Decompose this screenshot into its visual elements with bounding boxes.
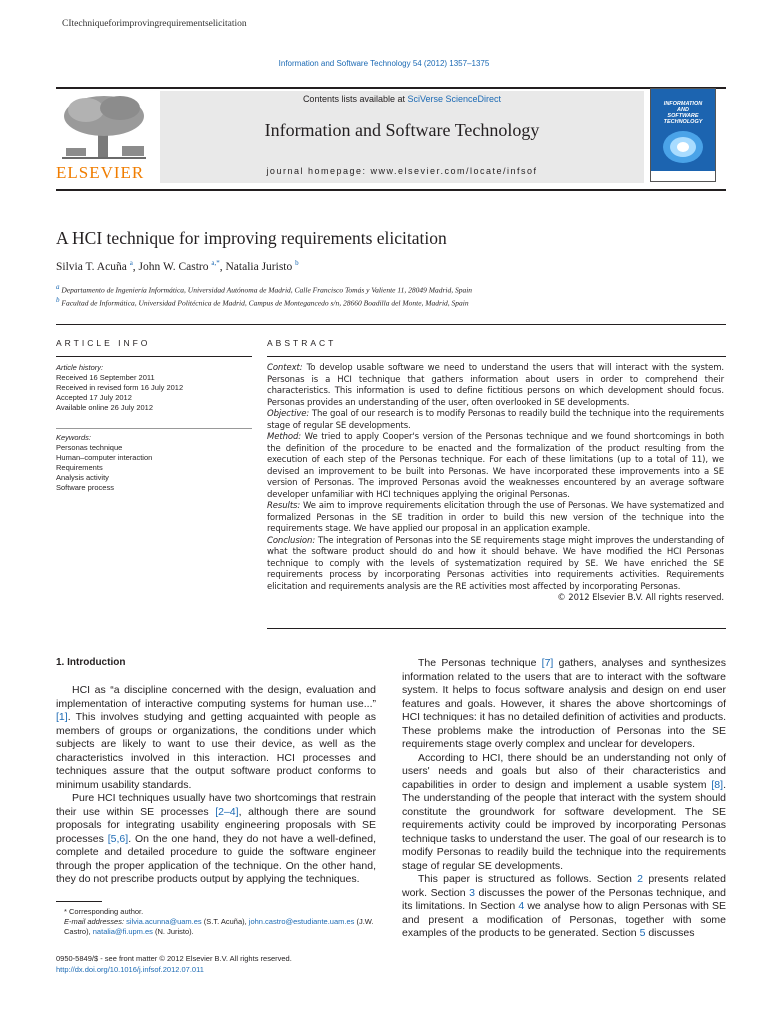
email-link[interactable]: silvia.acunna@uam.es: [126, 917, 202, 926]
body-column-right: [402, 657, 726, 941]
keyword-item: Analysis activity: [56, 473, 109, 482]
abstract-text: To develop usable software we need to understand the users that will interact with the system. Personas is a HCI technique that gathers information about users in order to comprehend their characteristics. This information is used to define fictitious persons on which development should focus. Personas provides an understanding of the user, often overlooked in SE developments.: [267, 363, 724, 408]
keyword-item: Human–computer interaction: [56, 453, 153, 462]
doi-link[interactable]: http://dx.doi.org/10.1016/j.infsof.2012.07.011: [56, 965, 204, 974]
elsevier-tree-logo: [58, 92, 150, 160]
abstract-text: We tried to apply Cooper's version of the Personas technique and we found shortcomings in both the definition of the procedure to be enacted and the formalization of the product resulting from the execution of each step of the Personas technique. For each of these limitations (up to a total of 11), we devised an improvement to be built into Personas. We have incorporated these improvements into a SE version of Personas. The improved Personas avoid the weaknesses encountered by an average software developer unfamiliar with HCI techniques applying the original Personas.: [267, 432, 724, 500]
body-column-left: [56, 684, 376, 887]
text-run: . The understanding of the people that interact with the system should constitute the groundwork for software development. The SE requirements activity could be improved by incorporating Personas technique tasks to understand the user. The goal of our research is to modify Personas to readily build the technique into the requirements stage of regular SE developments.: [402, 778, 726, 872]
footnote: [56, 907, 386, 937]
text-run: The Personas technique: [418, 657, 542, 669]
cover-title: [651, 101, 715, 125]
text-run: This paper is structured as follows. Section: [418, 873, 638, 885]
keyword-item: Software process: [56, 483, 114, 492]
front-matter: 0950-5849/$ - see front matter © 2012 Elsevier B.V. All rights reserved.: [56, 954, 292, 963]
abstract-conclusion: [267, 536, 724, 594]
history-item: Available online 26 July 2012: [56, 403, 154, 412]
abstract-heading: ABSTRACT: [267, 338, 337, 348]
keywords-block: [56, 433, 252, 493]
article-info-rule: [56, 356, 252, 357]
author-name: John W. Castro: [138, 260, 209, 273]
article-history: [56, 363, 252, 413]
abstract-label: Results:: [267, 501, 301, 511]
header-bottom-rule: [56, 189, 726, 191]
section-link[interactable]: 3: [469, 886, 475, 899]
abstract-context: [267, 363, 724, 409]
citation-link[interactable]: [8]: [711, 778, 724, 791]
email-label: E-mail addresses:: [64, 917, 127, 926]
affiliation-marker: b: [56, 296, 60, 304]
author-affiliation-marker[interactable]: b: [295, 259, 299, 267]
body-paragraph: [402, 873, 726, 941]
title-block-rule: [56, 324, 726, 325]
text-run: Pure HCI techniques usually have two shortcomings that restrain their use within SE processes: [56, 792, 376, 818]
text-run: According to HCI, there should be an understanding not only of users' needs and goals but also of their characteristics and capabilities in order to design and implement a usable system: [402, 751, 726, 791]
sciverse-link[interactable]: SciVerse ScienceDirect: [407, 94, 502, 104]
citation-link[interactable]: [2–4]: [215, 805, 239, 818]
email-link[interactable]: john.castro@estudiante.uam.es: [248, 917, 355, 926]
affiliation-b: [56, 296, 469, 308]
corresponding-author-note: * Corresponding author.: [64, 907, 144, 916]
header-top-rule: [56, 87, 726, 89]
cover-title-line: TECHNOLOGY: [663, 119, 703, 125]
abstract-copyright: © 2012 Elsevier B.V. All rights reserved.: [557, 593, 724, 603]
body-paragraph: [56, 684, 376, 792]
keywords-rule: [56, 428, 252, 429]
cover-title-line: INFORMATION: [663, 101, 703, 107]
abstract-objective: [267, 409, 724, 432]
section-link[interactable]: 2: [637, 873, 644, 885]
text-run: we analyse how to align Personas with SE and present a modification of Personas, together with some examples of the products to be generated. Section: [402, 900, 726, 939]
abstract-label: Context:: [267, 363, 303, 373]
cover-title-line: AND: [677, 107, 689, 113]
abstract-results: [267, 501, 724, 536]
history-label: Article history:: [56, 363, 104, 372]
abstract-body: [267, 363, 724, 605]
affiliation-text: Departamento de Ingeniería Informática, Universidad Autónoma de Madrid, Calle Francisco Tomás y Valiente 11, 28049 Madrid, Spain: [61, 285, 473, 295]
abstract-text: We aim to improve requirements elicitation through the use of Personas. We have systematized and formalized Personas in the SE tradition in order to build this new version of the technique into the requirements stage. We have applied our proposal in an application example.: [267, 501, 724, 534]
cover-title-line: SOFTWARE: [667, 113, 699, 119]
cover-footer-strip: [651, 171, 715, 181]
author-affiliation-marker[interactable]: a: [129, 259, 133, 267]
contents-available-line: [160, 94, 644, 104]
text-run: HCI as “a discipline concerned with the design, evaluation and implementation of interactive computing systems for human use...”: [56, 684, 376, 710]
journal-title: Information and Software Technology: [264, 120, 540, 140]
text-run: . This involves studying and getting acquainted with people as members of groups or organizations, the conditions under which subjects are likely to want to use their device, as well as the characteristics involved in this interaction. HCI processes and techniques assure that the output software product conforms to minimum usability standards.: [56, 711, 376, 791]
affiliation-text: Facultad de Informática, Universidad Politécnica de Madrid, Campus de Montegancedo s/n, 28660 Boadilla del Monte, Madrid, Spain: [61, 298, 469, 308]
author-affiliation-marker[interactable]: a,*: [211, 259, 220, 267]
author-list: Silvia T. Acuña $^a$, John W. Castro $^{a,*}$, Natalia Juristo $^b$: [56, 259, 299, 273]
email-owner: (N. Juristo).: [152, 927, 194, 936]
section-link[interactable]: 4: [518, 900, 525, 912]
text-run: discusses: [645, 927, 695, 939]
footnote-rule: [56, 901, 102, 902]
journal-reference-link[interactable]: Information and Software Technology 54 (2012) 1357–1375: [278, 59, 490, 68]
email-owner: (J.W. Castro),: [64, 917, 374, 936]
citation-link[interactable]: [7]: [541, 657, 554, 669]
article-title: A HCI technique for improving requirements elicitation: [56, 228, 447, 248]
text-run: discusses the power of the Personas technique, and its limitations. In Section: [402, 886, 726, 912]
article-info-heading: ARTICLE INFO: [56, 338, 151, 348]
citation-link[interactable]: [1]: [56, 711, 68, 723]
cover-disc-graphic: [661, 129, 705, 165]
abstract-text: The integration of Personas into the SE requirements stage might improves the understanding of what the software product should do and how it should behave. We have modified the HCI Personas technique to comply with the levels of systematization required by SE. We have enriched the SE requirements process by incorporating Personas activities into requirements activities. Requirements elicitation and requirements analysis are the RE activities most affected by incorporating Personas.: [267, 535, 724, 592]
text-run: presents related work. Section: [402, 873, 726, 899]
text-run: , although there are sound proposals for integrating usability engineering proposals with SE processes: [56, 805, 376, 845]
email-addresses: [56, 917, 386, 937]
abstract-bottom-rule: [267, 628, 726, 629]
abstract-label: Method:: [267, 432, 302, 442]
email-link[interactable]: natalia@fi.upm.es: [92, 927, 153, 936]
history-item: Received in revised form 16 July 2012: [56, 383, 184, 392]
abstract-method: [267, 432, 724, 501]
body-paragraph: [402, 752, 726, 874]
citation-link[interactable]: [5,6]: [107, 832, 129, 845]
email-owner: (S.T. Acuña),: [201, 917, 249, 926]
keyword-item: Requirements: [56, 463, 103, 472]
page-top-label: CItechniqueforimprovingrequirementselicitation: [62, 19, 247, 29]
author-name: Natalia Juristo: [225, 260, 293, 273]
abstract-rule: [267, 356, 726, 357]
journal-cover-image: [650, 88, 716, 182]
body-paragraph: [402, 657, 726, 752]
bottom-meta: [56, 953, 292, 975]
abstract-label: Objective:: [267, 409, 310, 419]
body-paragraph: [56, 792, 376, 887]
affiliation-a: [56, 283, 472, 295]
section-link[interactable]: 5: [639, 927, 646, 939]
history-item: Received 16 September 2011: [56, 373, 155, 382]
abstract-text: The goal of our research is to modify Personas to readily build the technique into the requirements stage of regular SE developments.: [267, 409, 724, 431]
elsevier-wordmark: ELSEVIER: [56, 163, 145, 182]
contents-prefix: Contents lists available at: [302, 94, 408, 104]
journal-homepage[interactable]: journal homepage: www.elsevier.com/locate/infsof: [266, 166, 538, 176]
affiliation-marker: a: [56, 283, 60, 291]
text-run: . On the one hand, they do not have a well-defined, complete and detailed procedure to guide the software engineer through the proper application of the technique. On the other hand, they do not prescribe products output by applying the techniques.: [56, 832, 376, 885]
keywords-label: Keywords:: [56, 433, 92, 442]
author-name: Silvia T. Acuña: [56, 260, 127, 273]
abstract-label: Conclusion:: [267, 535, 316, 546]
text-run: gathers, analyses and synthesizes information related to the users that are to interact with the software system. It helps to focus software analysis and design on end user features and goals. However, it shares the above shortcomings of HCI techniques: it has no detailed definition of activities and products. These problems make the introduction of Personas into the SE requirements stage overly complex and unclear for developers.: [402, 657, 726, 750]
history-item: Accepted 17 July 2012: [56, 393, 132, 402]
section-heading-introduction: 1. Introduction: [56, 657, 126, 668]
keyword-item: Personas technique: [56, 443, 123, 452]
